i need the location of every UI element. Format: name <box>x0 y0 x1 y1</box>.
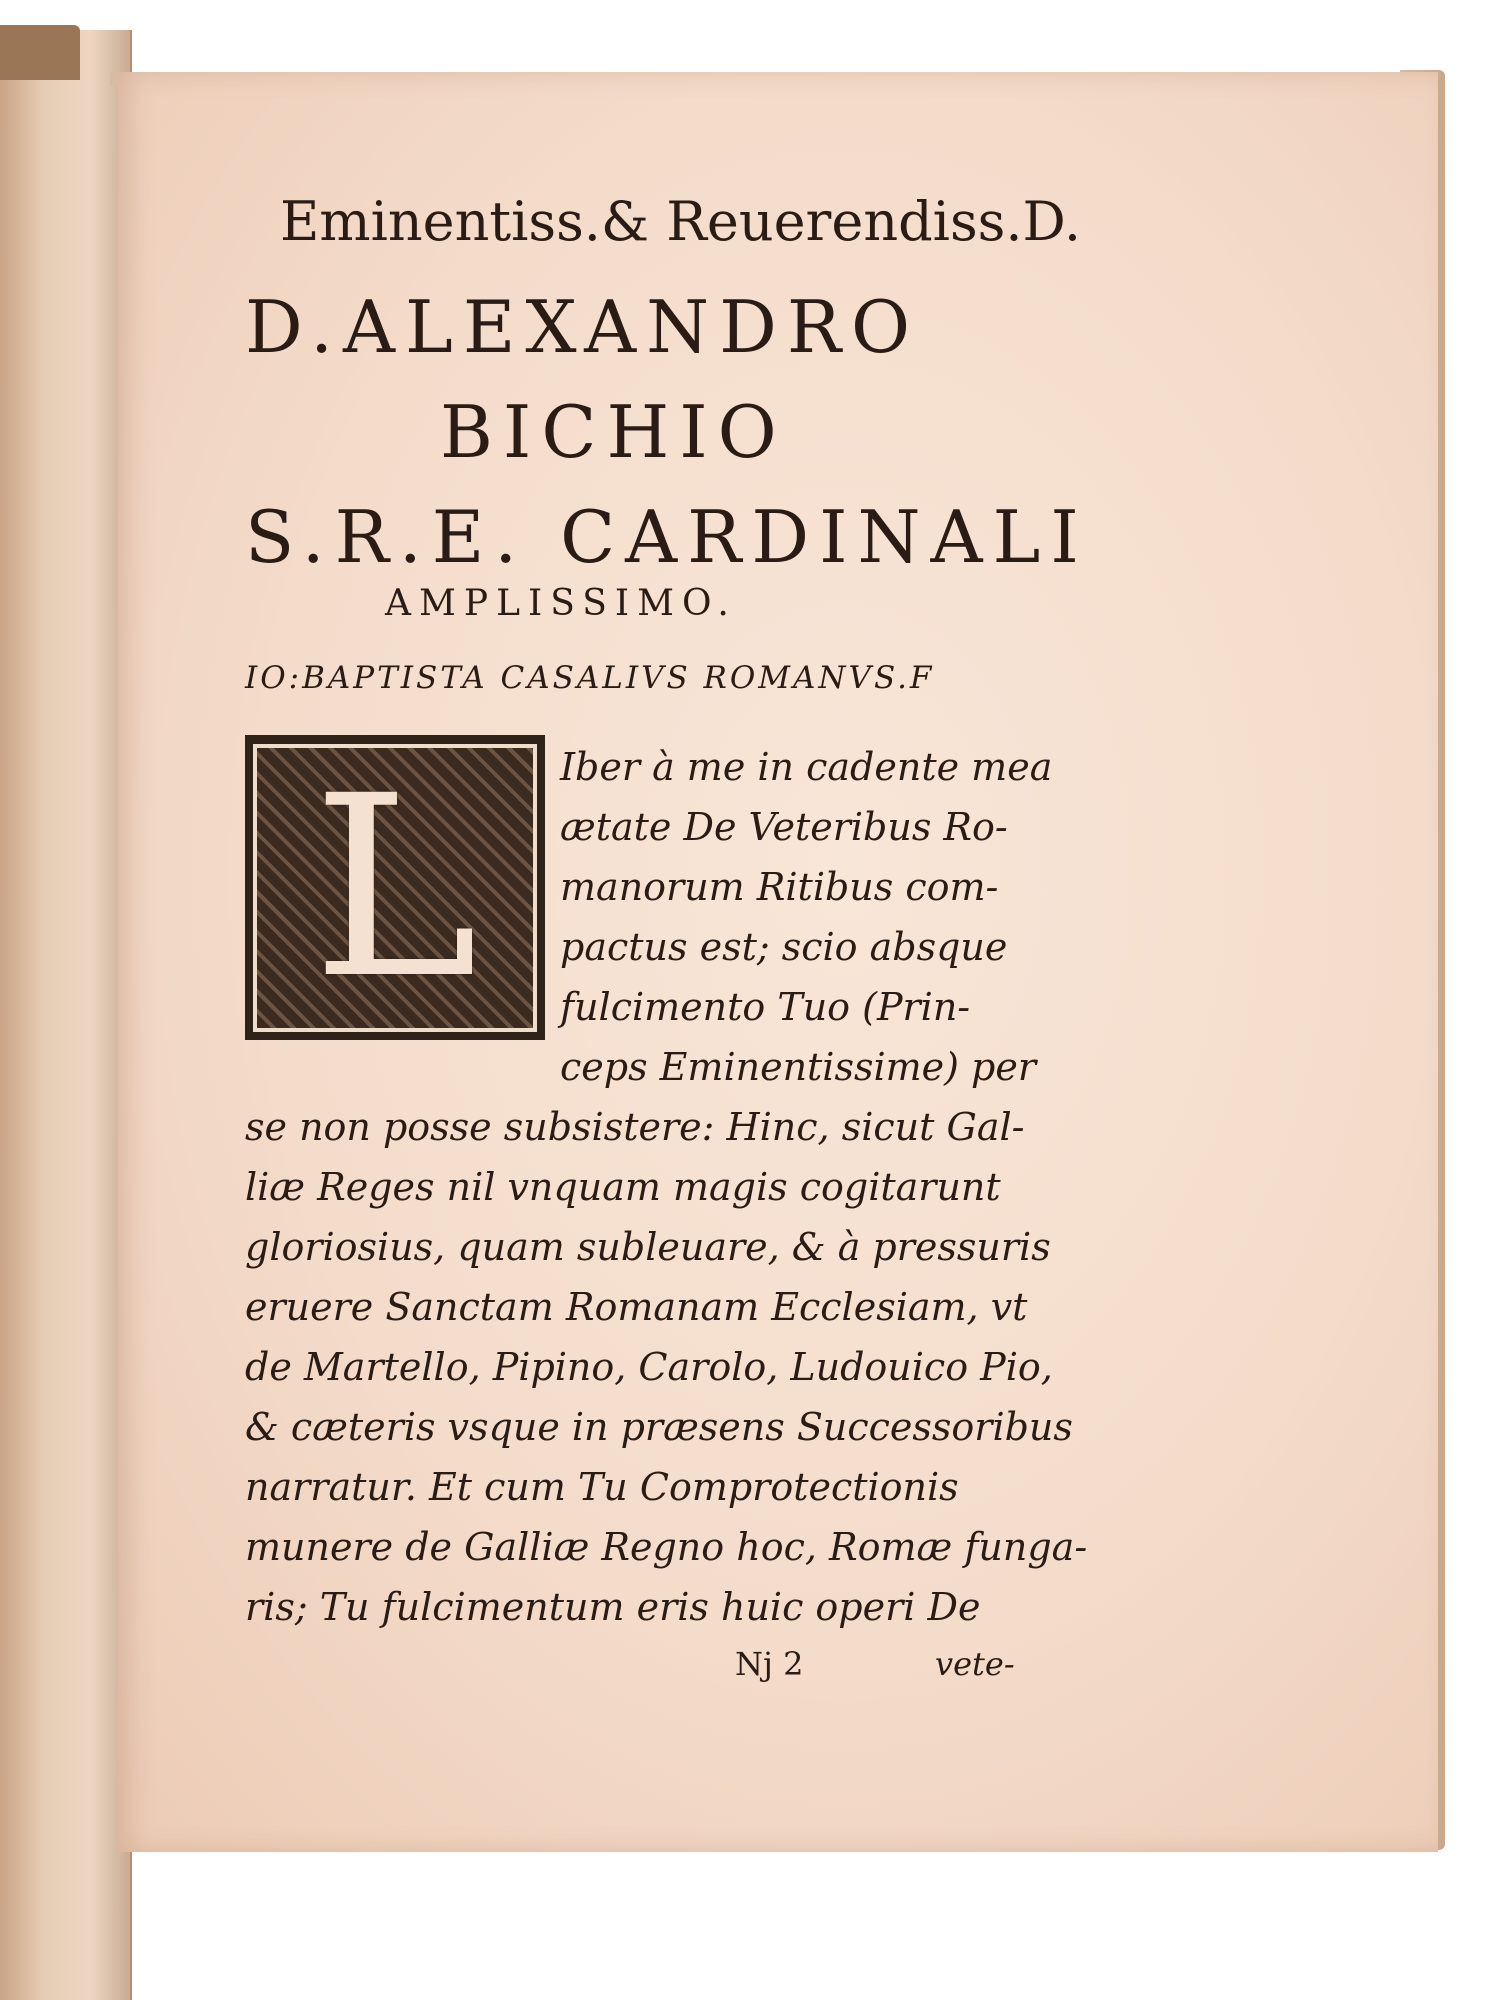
dedicatee-epithet: AMPLISSIMO. <box>385 583 737 624</box>
spine-cap <box>0 25 80 80</box>
body-line: Iber à me in cadente mea <box>560 745 1053 789</box>
body-line: se non posse subsistere: Hinc, sicut Gal- <box>245 1105 1025 1149</box>
body-line: ceps Eminentissime) per <box>560 1045 1037 1089</box>
left-page-edge <box>0 30 132 2000</box>
body-line: fulcimento Tuo (Prin- <box>560 985 971 1029</box>
initial-letter: L <box>311 741 478 1033</box>
body-line: gloriosius, quam subleuare, & à pressuris <box>245 1225 1051 1269</box>
body-line: ætate De Veteribus Ro- <box>560 805 1008 849</box>
body-line: narratur. Et cum Tu Comprotectionis <box>245 1465 959 1509</box>
body-line: manorum Ritibus com- <box>560 865 999 909</box>
dedicatee-surname: BICHIO <box>440 390 787 474</box>
body-line: liæ Reges nil vnquam magis cogitarunt <box>245 1165 1001 1209</box>
author-line: IO:BAPTISTA CASALIVS ROMANVS.F <box>245 660 935 696</box>
body-line: de Martello, Pipino, Carolo, Ludouico Pio, <box>245 1345 1053 1389</box>
dedicatee-title: S.R.E. CARDINALI <box>245 495 1089 579</box>
body-line: eruere Sanctam Romanam Ecclesiam, vt <box>245 1285 1028 1329</box>
body-line: pactus est; scio absque <box>560 925 1008 969</box>
decorated-initial-frame <box>253 741 537 1033</box>
dedicatee-name: D.ALEXANDRO <box>245 285 921 369</box>
body-line: & cæteris vsque in præsens Successoribus <box>245 1405 1073 1449</box>
body-line: munere de Galliæ Regno hoc, Romæ funga- <box>245 1525 1088 1569</box>
catchword: vete- <box>935 1645 1015 1683</box>
body-line: ris; Tu fulcimentum eris huic operi De <box>245 1585 981 1629</box>
decorated-initial <box>245 735 545 1040</box>
dedication-header: Eminentiss.& Reuerendiss.D. <box>280 190 1082 253</box>
signature-mark: Nj 2 <box>735 1645 804 1683</box>
